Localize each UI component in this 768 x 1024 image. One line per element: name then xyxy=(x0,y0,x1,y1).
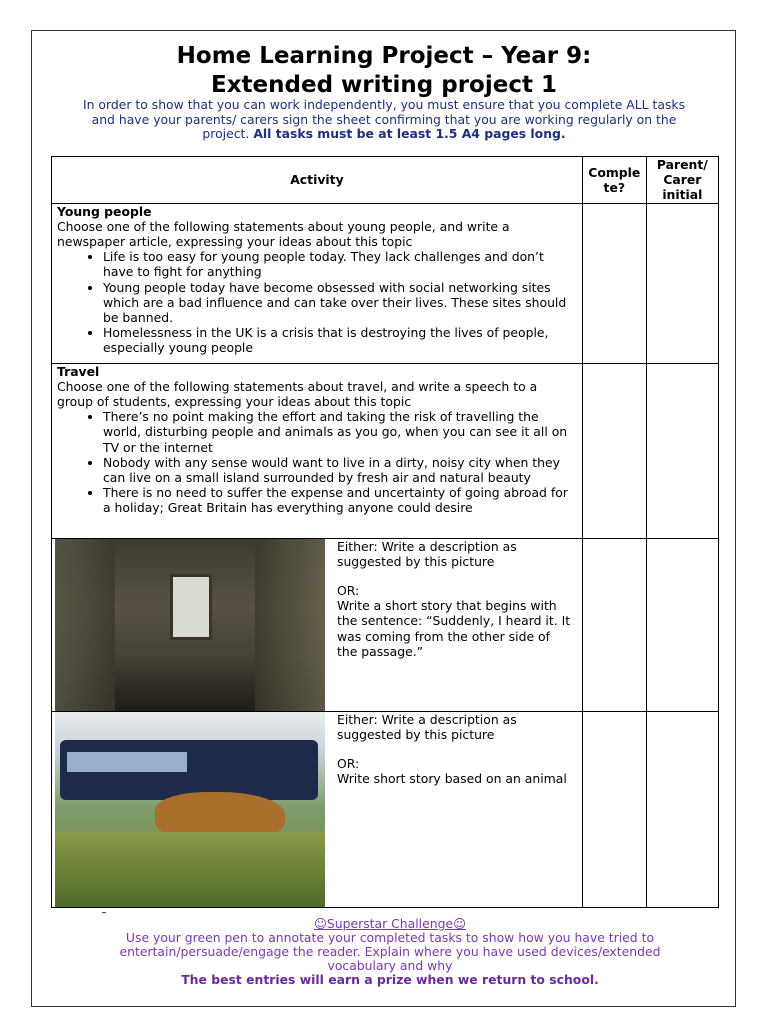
title-line-1: Home Learning Project – Year 9: xyxy=(176,43,592,69)
title-line-2: Extended writing project 1 xyxy=(211,72,557,98)
activity-cell xyxy=(52,363,583,538)
instruction: Choose one of the following statements about young people, and write a newspaper article, expressing your ideas about this topic xyxy=(57,218,510,250)
wall-shape xyxy=(55,539,115,711)
list-item: • Life is too easy for young people today. They lack challenges and don’t have to fight for anything xyxy=(103,249,577,279)
section-heading: Young people xyxy=(57,203,152,219)
activity-cell xyxy=(52,538,583,711)
either-text: Either: Write a description as suggested by this picture xyxy=(337,538,517,569)
wall-shape xyxy=(255,539,325,711)
list-item: • Young people today have become obsessed with social networking sites which are a bad influence and can take over their lives. These sites should be banned. xyxy=(103,280,577,326)
parent-initial-cell[interactable] xyxy=(646,203,718,363)
dash-mark xyxy=(102,912,106,913)
window-shape xyxy=(170,574,212,640)
challenge-text: Use your green pen to annotate your completed tasks to show how you have tried to entertain/persuade/engage the reader. Explain where you have used devices/extended vocabulary and why xyxy=(119,930,661,973)
parent-initial-cell[interactable] xyxy=(646,711,718,907)
list-item: • Homelessness in the UK is a crisis that is destroying the lives of people, especially young people xyxy=(103,325,577,355)
activity-cell xyxy=(52,711,583,907)
alt-text: Write a short story that begins with the sentence: “Suddenly, I heard it. It was coming from the other side of the passage.” xyxy=(337,598,571,659)
page-title xyxy=(0,42,768,100)
complete-cell[interactable] xyxy=(582,363,646,538)
safari-lion-image xyxy=(55,712,325,907)
intro-paragraph xyxy=(80,98,688,142)
either-text: Either: Write a description as suggested by this picture xyxy=(337,711,517,742)
lion-shape xyxy=(155,792,285,837)
parent-initial-cell[interactable] xyxy=(646,538,718,711)
picture-task xyxy=(325,539,582,711)
intro-bold: All tasks must be at least 1.5 A4 pages long. xyxy=(253,126,566,142)
list-item: • Nobody with any sense would want to live in a dirty, noisy city when they can live on a small island surrounded by fresh air and natural beauty xyxy=(103,455,577,485)
or-text: OR: xyxy=(337,756,360,772)
instruction: Choose one of the following statements about travel, and write a speech to a group of students, expressing your ideas about this topic xyxy=(57,378,538,410)
list-item: • There is no need to suffer the expense and uncertainty of going abroad for a holiday; Great Britain has everything anyone could desire xyxy=(103,485,577,515)
table-header xyxy=(52,157,719,204)
abandoned-room-image xyxy=(55,539,325,711)
header-parent: Parent/ Carer initial xyxy=(646,157,718,204)
challenge-heading: ☺Superstar Challenge☺ xyxy=(313,916,467,931)
parent-initial-cell[interactable] xyxy=(646,363,718,538)
table-row xyxy=(52,203,719,363)
section-heading: Travel xyxy=(57,363,100,379)
activity-table xyxy=(51,156,719,908)
challenge-bold: The best entries will earn a prize when we return to school. xyxy=(181,972,599,987)
jeep-window xyxy=(67,752,187,772)
header-complete: Comple te? xyxy=(582,157,646,204)
picture-task xyxy=(325,712,582,907)
table-row xyxy=(52,711,719,907)
activity-cell xyxy=(52,203,583,363)
complete-cell[interactable] xyxy=(582,538,646,711)
alt-text: Write short story based on an animal xyxy=(337,771,567,787)
table-row xyxy=(52,363,719,538)
statement-list xyxy=(57,409,577,515)
table-row xyxy=(52,538,719,711)
complete-cell[interactable] xyxy=(582,203,646,363)
list-item: • There’s no point making the effort and taking the risk of travelling the world, disturbing people and animals as you go, when you can see it all on TV or the internet xyxy=(103,409,577,455)
statement-list xyxy=(57,249,577,355)
complete-cell[interactable] xyxy=(582,711,646,907)
header-activity: Activity xyxy=(52,157,583,204)
or-text: OR: xyxy=(337,583,360,599)
superstar-challenge xyxy=(90,917,690,987)
intro-text: In order to show that you can work independently, you must ensure that you complete ALL tasks and have your parents/ carers sign the sheet confirming that you are working regularly on the project. xyxy=(82,97,686,142)
grass-shape xyxy=(55,832,325,907)
